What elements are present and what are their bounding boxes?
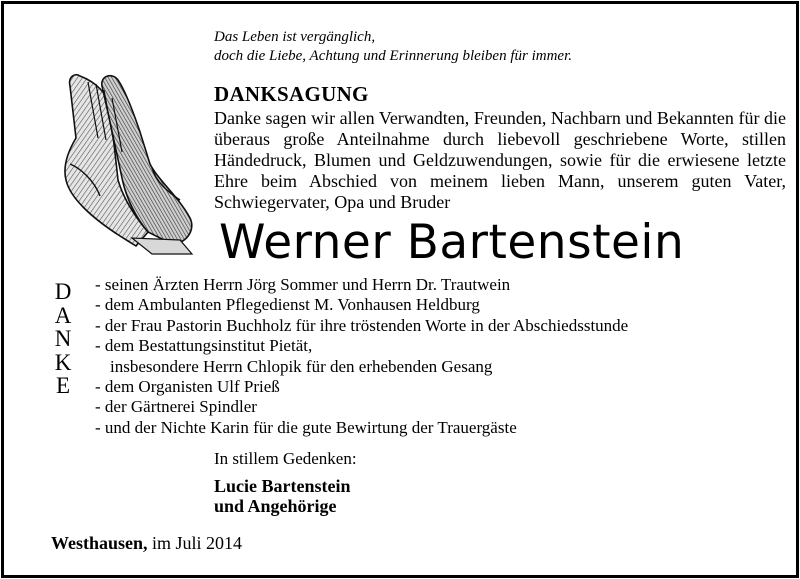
- quote-line-2: doch die Liebe, Achtung und Erinnerung bleiben für immer.: [214, 48, 573, 64]
- vertical-letter: E: [55, 373, 71, 398]
- praying-hands-icon: [40, 68, 208, 256]
- place-date: [51, 533, 242, 554]
- list-item: - dem Organisten Ulf Prieß: [95, 377, 280, 397]
- signer-line-2: und Angehörige: [214, 496, 337, 516]
- heading-danksagung: DANKSAGUNG: [214, 82, 369, 106]
- list-item: - dem Ambulanten Pflegedienst M. Vonhausen Heldburg: [95, 295, 480, 315]
- list-item-continuation: insbesondere Herrn Chlopik für den erhebenden Gesang: [110, 356, 493, 376]
- quote-line-1: Das Leben ist vergänglich,: [214, 29, 376, 45]
- vertical-letter: D: [54, 279, 72, 304]
- place: Westhausen,: [51, 533, 148, 553]
- signers: [214, 476, 351, 516]
- thanks-list: [95, 275, 628, 438]
- thanks-paragraph: Danke sagen wir allen Verwandten, Freunden, Nachbarn und Bekannten für die überaus große Anteilnahme durch liebevoll geschriebene Worte, stillen Händedruck, Blumen und Geldzuwendungen, sowie für die erwiesene letzte Ehre beim Abschied von meinem lieben Mann, unserem guten Vater, Schwiegervater, Opa und Bruder: [214, 108, 786, 212]
- vertical-letter: N: [54, 326, 72, 351]
- deceased-name: Werner Bartenstein: [219, 215, 685, 270]
- list-item: - der Frau Pastorin Buchholz für ihre tröstenden Worte in der Abschiedsstunde: [95, 315, 629, 335]
- list-item: - der Gärtnerei Spindler: [95, 397, 257, 417]
- vertical-letter: K: [54, 349, 72, 375]
- list-item: - und der Nichte Karin für die gute Bewirtung der Trauergäste: [95, 417, 517, 437]
- obituary-notice: [1, 1, 799, 578]
- list-item: - dem Bestattungsinstitut Pietät,: [95, 336, 313, 356]
- signer-line-1: Lucie Bartenstein: [214, 476, 351, 496]
- list-item: - seinen Ärzten Herrn Jörg Sommer und Herrn Dr. Trautwein: [95, 275, 511, 294]
- date: im Juli 2014: [152, 533, 243, 553]
- memorial-quote: [214, 28, 572, 66]
- memory-line: In stillem Gedenken:: [214, 449, 357, 468]
- vertical-letter: A: [54, 302, 72, 328]
- vertical-danke: [50, 280, 76, 398]
